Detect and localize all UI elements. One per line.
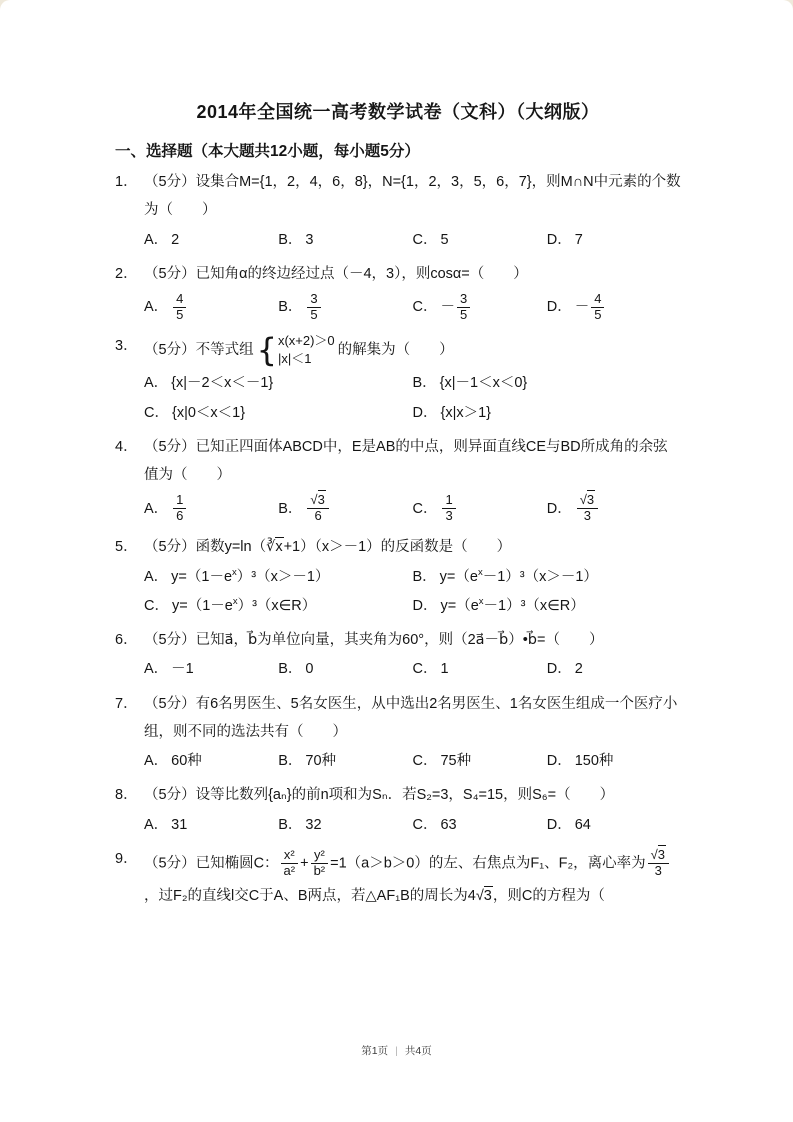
option-value: $y=(1-e^x)^3(x>-1)$ — [171, 566, 330, 585]
option-value: 70种 — [305, 753, 337, 770]
option-value: 2 — [574, 661, 583, 678]
question-1 — [115, 168, 681, 255]
body-text: ，过F₂的直线l交C于A、B两点，若△AF₁B的周长为4 — [144, 887, 476, 904]
fraction: $\frac{1}{3}$ — [442, 493, 455, 524]
option-value: {x|－2＜x＜－1} — [171, 375, 274, 392]
question-7 — [115, 690, 681, 777]
option-value: 32 — [305, 816, 322, 833]
body-text: ，则C的方程为（ — [492, 887, 605, 904]
option-a — [144, 655, 278, 683]
sqrt: √3 — [475, 887, 492, 904]
option-label: D． — [546, 816, 572, 833]
options-row — [144, 369, 681, 397]
question-body: （5分）有6名男医生、5名女医生，从中选出2名男医生、1名女医生组成一个医疗小组，则不同的选法共有（ ） — [144, 695, 678, 740]
option-value: 63 — [440, 816, 457, 833]
question-number: 1． — [115, 174, 138, 190]
option-c — [413, 811, 547, 839]
options-row — [144, 747, 681, 775]
option-label: B． — [278, 299, 303, 316]
options-row — [144, 655, 681, 683]
options-row — [144, 592, 681, 620]
question-number: 9． — [115, 850, 138, 867]
option-d — [547, 811, 681, 839]
options-row — [144, 811, 681, 839]
option-value: $y=(e^x-1)^3(x\in R)$ — [440, 595, 585, 614]
page-footer — [0, 1043, 793, 1058]
option-label: D． — [546, 661, 572, 678]
fraction: $\frac{4}{5}$ — [173, 292, 186, 323]
option-label: C． — [412, 816, 438, 833]
plus-sign: + — [300, 855, 309, 872]
sqrt: √3 — [310, 492, 325, 508]
question-number: 3． — [115, 337, 138, 354]
option-b — [278, 811, 412, 839]
minus-sign: － — [574, 299, 590, 316]
footer-page-number: 第1页 — [361, 1045, 389, 1057]
fraction: $\frac{\text{y²}}{\text{b²}}$ — [311, 848, 329, 879]
sqrt: √3 — [650, 846, 665, 862]
option-a — [144, 369, 413, 397]
fraction: $\frac{3}{5}$ — [457, 292, 470, 323]
question-5 — [115, 533, 681, 621]
option-value: $y=(e^x-1)^3(x>-1)$ — [439, 566, 598, 585]
page-title: 2014年全国统一高考数学试卷（文科）（大纲版） — [196, 102, 600, 122]
cube-root: ∛x — [266, 539, 283, 556]
question-4 — [115, 433, 681, 528]
option-c — [413, 490, 547, 527]
option-c — [413, 747, 547, 775]
option-c — [413, 226, 547, 254]
question-body — [144, 332, 681, 368]
option-value: 2 — [171, 231, 180, 248]
question-3 — [115, 332, 681, 428]
option-label: D． — [412, 404, 438, 421]
option-label: D． — [546, 500, 572, 517]
option-value: 64 — [574, 816, 591, 833]
question-number: 8． — [115, 787, 138, 804]
system-row: |x|＜1 — [277, 351, 312, 367]
option-c — [144, 592, 413, 620]
section-header: 一、选择题（本大题共12小题，每小题5分） — [115, 143, 420, 160]
fraction: $\frac{4}{5}$ — [591, 292, 604, 323]
option-label: A． — [144, 661, 169, 678]
fraction: $\frac{3}{5}$ — [307, 292, 320, 323]
option-value: $y=(1-e^x)^3(x\in R)$ — [171, 595, 317, 614]
fraction: $\frac{√3}{3}$ — [577, 493, 598, 524]
question-number: 2． — [115, 265, 138, 282]
option-a — [144, 811, 278, 839]
option-value: {x|0＜x＜1} — [171, 404, 246, 421]
option-d — [547, 289, 681, 326]
option-b — [278, 226, 412, 254]
option-value: 150种 — [574, 753, 614, 770]
option-c — [144, 399, 413, 427]
option-d — [547, 226, 681, 254]
question-body: （5分）已知a⃗，b⃗为单位向量，其夹角为60°，则（2a⃗－b⃗）•b⃗=（ ） — [144, 632, 604, 649]
sqrt: √3 — [579, 492, 595, 508]
option-b — [278, 490, 412, 527]
option-label: A． — [144, 500, 169, 517]
option-label: C． — [144, 597, 169, 614]
option-label: A． — [144, 816, 169, 833]
option-label: A． — [144, 753, 169, 770]
option-label: A． — [144, 568, 169, 585]
option-a — [144, 490, 278, 527]
option-label: D． — [546, 231, 572, 248]
option-b — [278, 289, 412, 326]
question-8 — [115, 781, 681, 840]
option-a — [144, 747, 278, 775]
option-value: 3 — [305, 231, 314, 248]
minus-sign: － — [440, 299, 455, 316]
option-value: 31 — [171, 816, 188, 833]
option-label: C． — [412, 299, 438, 316]
option-label: A． — [144, 375, 169, 392]
option-label: B． — [412, 568, 437, 585]
option-b — [278, 747, 412, 775]
body-text: （5分）函数y=ln（ — [144, 539, 267, 556]
question-number: 5． — [115, 539, 138, 556]
body-text: =1（a＞b＞0）的左、右焦点为F₁、F₂，离心率为 — [330, 855, 646, 872]
option-d — [547, 747, 681, 775]
option-value: 7 — [574, 231, 583, 248]
option-d — [413, 592, 682, 620]
option-c — [413, 289, 547, 326]
option-c — [413, 655, 547, 683]
option-label: B． — [278, 661, 303, 678]
question-body: （5分）设集合M={1，2，4，6，8}，N={1，2，3，5，6，7}，则M∩N中元素的个数为（ ） — [144, 174, 681, 219]
option-value: 75种 — [440, 753, 472, 770]
option-label: B． — [278, 753, 303, 770]
fraction: $\frac{√3}{3}$ — [648, 848, 669, 879]
question-body: （5分）已知角α的终边经过点（－4，3），则cosα=（ ） — [144, 265, 528, 282]
footer-divider: | — [395, 1045, 398, 1057]
option-label: C． — [412, 231, 438, 248]
option-b — [278, 655, 412, 683]
question-number: 4． — [115, 438, 138, 455]
question-number: 7． — [115, 695, 138, 712]
option-value: {x|x＞1} — [440, 404, 492, 421]
options-row — [144, 399, 681, 427]
option-b — [413, 369, 682, 397]
option-value: 5 — [440, 231, 449, 248]
options-row — [144, 563, 681, 591]
option-label: B． — [278, 231, 303, 248]
body-text: 的解集为（ ） — [337, 341, 454, 358]
options-row — [144, 490, 681, 527]
question-body: （5分）已知正四面体ABCD中，E是AB的中点，则异面直线CE与BD所成角的余弦值为（ ） — [144, 438, 668, 484]
option-value: 1 — [440, 661, 449, 678]
question-body: （5分）设等比数列{aₙ}的前n项和为Sₙ．若S₂=3，S₄=15，则S₆=（ ） — [144, 787, 615, 804]
fraction: $\frac{1}{6}$ — [173, 493, 186, 524]
option-label: B． — [278, 500, 303, 517]
fraction: $\frac{\text{x²}}{\text{a²}}$ — [281, 848, 299, 879]
option-value: 0 — [305, 661, 314, 678]
option-label: C． — [412, 500, 438, 517]
option-label: B． — [278, 816, 303, 833]
question-number: 6． — [115, 632, 138, 649]
option-b — [413, 563, 682, 591]
option-value: 60种 — [171, 753, 202, 770]
question-2 — [115, 260, 681, 327]
left-brace: { — [256, 331, 277, 370]
option-value: －1 — [171, 661, 194, 678]
option-label: C． — [144, 404, 169, 421]
body-text: （5分）已知椭圆C： — [144, 855, 279, 872]
option-a — [144, 563, 413, 591]
options-row — [144, 226, 681, 254]
option-label: D． — [412, 597, 438, 614]
body-text: +1）（x＞－1）的反函数是（ ） — [283, 539, 512, 556]
options-row — [144, 289, 681, 326]
question-body — [144, 533, 681, 561]
option-d — [413, 399, 682, 427]
footer-total-pages: 共4页 — [404, 1045, 432, 1057]
question-6 — [115, 626, 681, 685]
body-text: （5分）不等式组 — [144, 341, 254, 358]
question-body — [144, 845, 681, 910]
option-a — [144, 226, 278, 254]
inequality-system — [257, 332, 335, 368]
option-label: C． — [412, 753, 438, 770]
option-label: A． — [144, 299, 169, 316]
option-label: C． — [412, 661, 438, 678]
option-label: D． — [546, 753, 572, 770]
option-label: B． — [412, 375, 437, 392]
system-row: x(x+2)＞0 — [277, 332, 335, 348]
option-a — [144, 289, 278, 326]
question-9 — [115, 845, 681, 910]
option-value: {x|－1＜x＜0} — [439, 375, 528, 392]
fraction: $\frac{√3}{6}$ — [307, 493, 328, 524]
option-label: D． — [546, 299, 572, 316]
option-label: A． — [144, 231, 169, 248]
option-d — [547, 490, 681, 527]
option-d — [547, 655, 681, 683]
